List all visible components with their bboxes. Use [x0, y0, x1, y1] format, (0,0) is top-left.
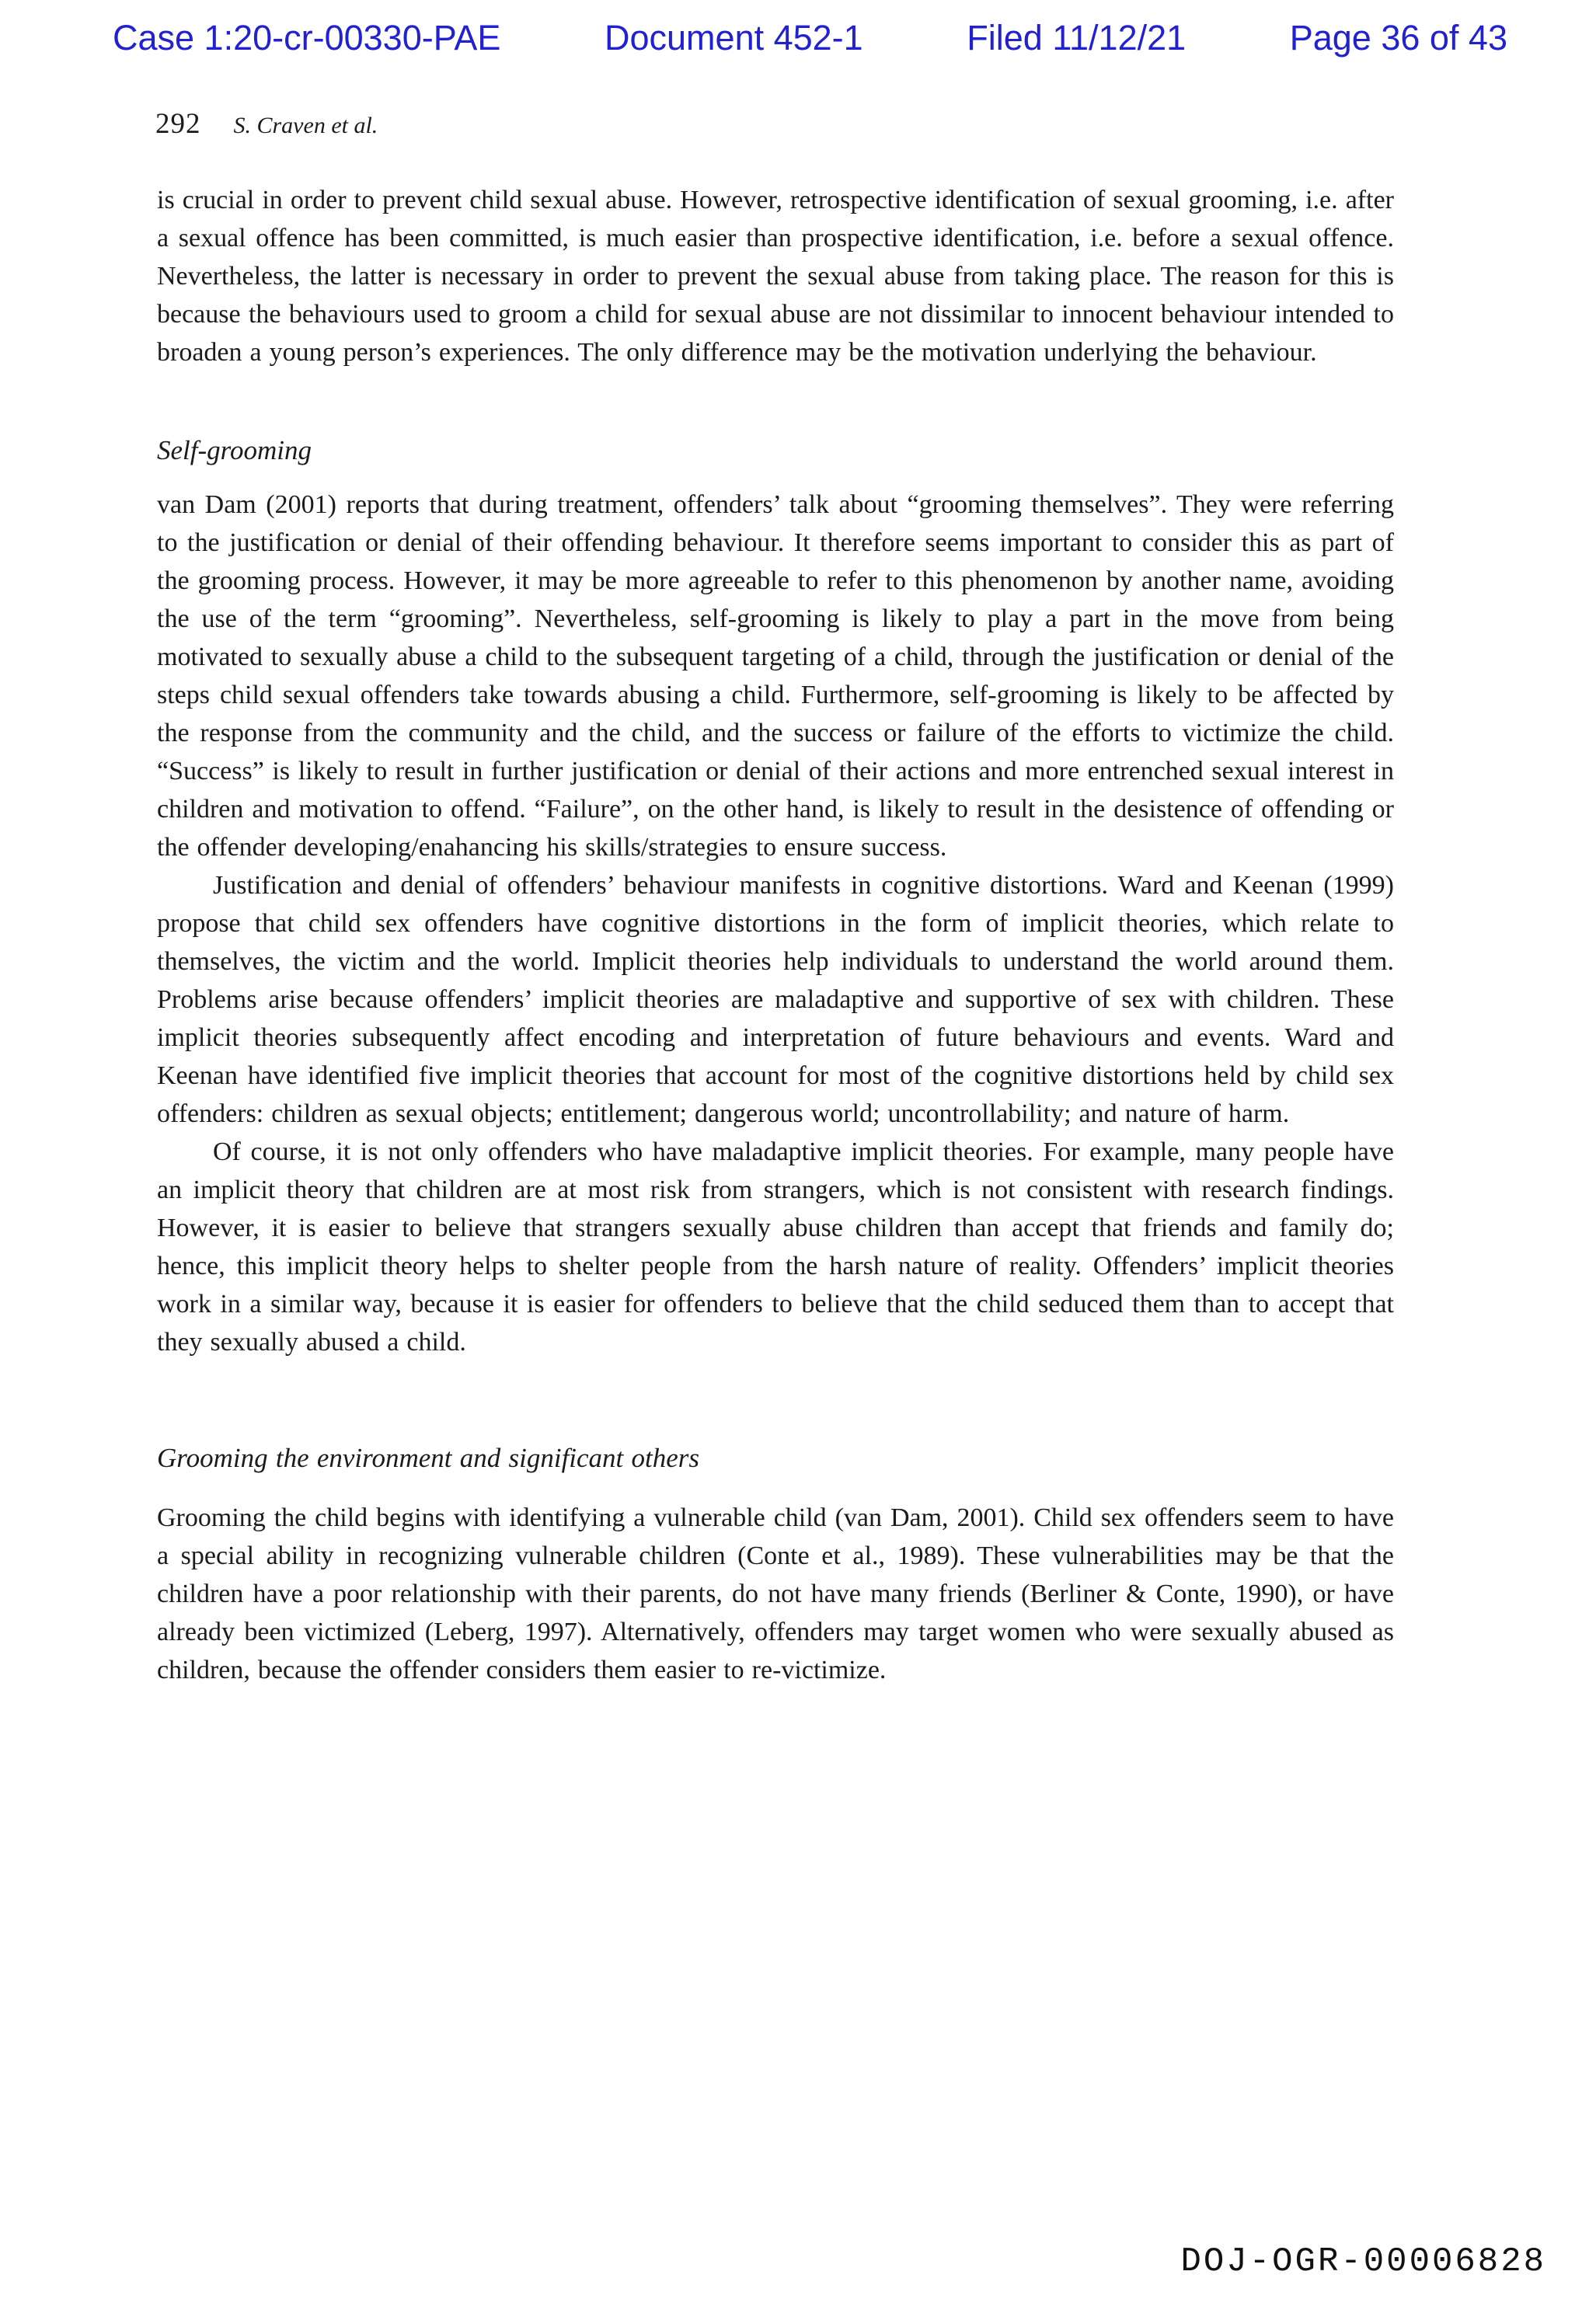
bates-number: DOJ-OGR-00006828 — [1180, 2242, 1546, 2281]
stamp-page-count: Page 36 of 43 — [1289, 18, 1507, 57]
paragraph-continuation: is crucial in order to prevent child sexual abuse. However, retrospective identification of sexual grooming, i.e. after a sexual offence has been committed, is much easier than prospective identification, i.e. before a sexual offence. Nevertheless, the latter is necessary in order to prevent the sexual abuse from taking place. The reason for this is because the behaviours used to groom a child for sexual abuse are not dissimilar to innocent behaviour intended to broaden a young person’s experiences. The only difference may be the motivation underlying the behaviour. — [157, 186, 1394, 367]
paragraph: van Dam (2001) reports that during treatment, offenders’ talk about “grooming themselves”. They were referring to the justification or denial of their offending behaviour. It therefore seems important to consider this as part of the grooming process. However, it may be more agreeable to refer to this phenomenon by another name, avoiding the use of the term “grooming”. Nevertheless, self-grooming is likely to play a part in the move from being motivated to sexually abuse a child to the subsequent targeting of a child, through the justification or denial of the steps child sexual offenders take towards abusing a child. Furthermore, self-grooming is likely to be affected by the response from the community and the child, and the success or failure of the efforts to victimize the child. “Success” is likely to result in further justification or denial of their actions and more entrenched sexual interest in children and motivation to offend. “Failure”, on the other hand, is likely to result in the desistence of offending or the offender developing/enahancing his skills/strategies to ensure success. — [157, 490, 1394, 862]
stamp-filed-date: Filed 11/12/21 — [967, 18, 1187, 57]
page-number: 292 — [155, 108, 201, 140]
running-head-authors: S. Craven et al. — [233, 113, 378, 138]
running-head — [155, 107, 378, 141]
stamp-document-number: Document 452-1 — [605, 18, 863, 57]
section-heading-grooming-environment: Grooming the environment and significant others — [157, 1443, 700, 1473]
paragraph: Grooming the child begins with identifying a vulnerable child (van Dam, 2001). Child sex offenders seem to have a special ability in recognizing vulnerable children (Conte et al., 1989). These vulnerabilities may be that the children have a poor relationship with their parents, do not have many friends (Berliner & Conte, 1990), or have already been victimized (Leberg, 1997). Alternatively, offenders may target women who were sexually abused as children, because the offender considers them easier to re-victimize. — [157, 1503, 1394, 1684]
court-filing-stamp — [113, 17, 1507, 59]
article-body — [157, 181, 1394, 1689]
paragraph: Of course, it is not only offenders who have maladaptive implicit theories. For example, many people have an implicit theory that children are at most risk from strangers, which is not consistent with research findings. However, it is easier to believe that strangers sexually abuse children than accept that friends and family do; hence, this implicit theory helps to shelter people from the harsh nature of reality. Offenders’ implicit theories work in a similar way, because it is easier for offenders to believe that the child seduced them than to accept that they sexually abused a child. — [157, 1137, 1394, 1357]
section-heading-self-grooming: Self-grooming — [157, 435, 312, 465]
paragraph: Justification and denial of offenders’ behaviour manifests in cognitive distortions. Ward and Keenan (1999) propose that child sex offenders have cognitive distortions in the form of implicit theories, which relate to themselves, the victim and the world. Implicit theories help individuals to understand the world around them. Problems arise because offenders’ implicit theories are maladaptive and supportive of sex with children. These implicit theories subsequently affect encoding and interpretation of future behaviours and events. Ward and Keenan have identified five implicit theories that account for most of the cognitive distortions held by child sex offenders: children as sexual objects; entitlement; dangerous world; uncontrollability; and nature of harm. — [157, 871, 1394, 1128]
stamp-case-number: Case 1:20-cr-00330-PAE — [113, 18, 501, 57]
